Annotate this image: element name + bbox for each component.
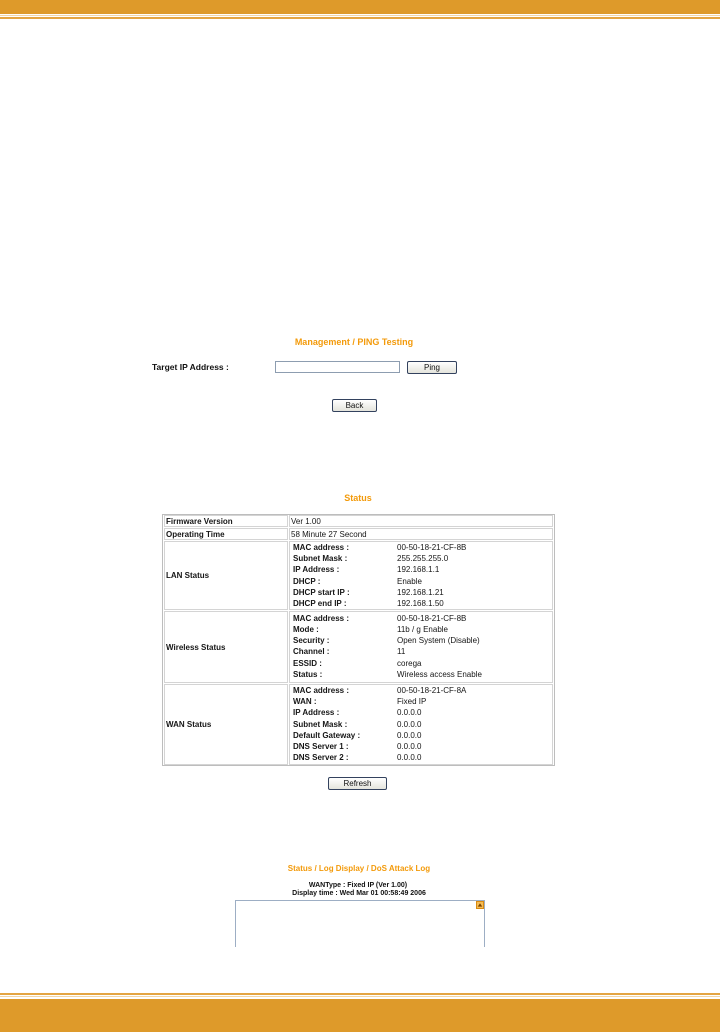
list-item xyxy=(290,635,552,646)
wireless-security-value: Open System (Disable) xyxy=(397,636,480,646)
list-item xyxy=(290,696,552,707)
wireless-status-details xyxy=(289,611,553,683)
wireless-mode-label: Mode : xyxy=(293,624,319,634)
wan-type-label: WAN : xyxy=(293,697,317,707)
lan-dhcp-start-label: DHCP start IP : xyxy=(293,587,350,597)
wireless-status-item-label: Status : xyxy=(293,669,323,679)
list-item xyxy=(290,752,552,763)
footer-band-line xyxy=(0,993,720,995)
lan-status-label: LAN Status xyxy=(164,541,288,610)
wireless-mode-value: 11b / g Enable xyxy=(397,624,449,634)
wireless-status-row xyxy=(163,611,554,683)
footer-band xyxy=(0,999,720,1032)
wan-status-label: WAN Status xyxy=(164,684,288,765)
list-item xyxy=(290,613,552,624)
status-page-title: Status xyxy=(344,493,372,503)
list-item xyxy=(290,707,552,718)
lan-mac-value: 00-50-18-21-CF-8B xyxy=(397,543,467,552)
wan-mac-label: MAC address : xyxy=(293,686,350,695)
triangle-up-icon xyxy=(477,902,483,908)
wan-mac-value: 00-50-18-21-CF-8A xyxy=(397,686,467,695)
list-item xyxy=(290,741,552,752)
scroll-up-arrow-icon[interactable] xyxy=(476,901,484,909)
wireless-essid-label: ESSID : xyxy=(293,658,322,668)
header-band-pale-line xyxy=(0,15,720,16)
list-item xyxy=(290,669,552,680)
operating-time-value: 58 Minute 27 Second xyxy=(289,528,553,540)
lan-dhcp-label: DHCP : xyxy=(293,576,321,586)
dos-attack-log-textarea[interactable] xyxy=(235,900,485,947)
list-item xyxy=(290,624,552,635)
wan-type-value: Fixed IP xyxy=(397,697,427,707)
wireless-status-item-value: Wireless access Enable xyxy=(397,669,482,679)
list-item xyxy=(290,542,552,553)
footer-band-pale-line xyxy=(0,996,720,997)
refresh-button[interactable]: Refresh xyxy=(328,777,387,790)
lan-dhcp-value: Enable xyxy=(397,576,422,586)
wireless-mac-label: MAC address : xyxy=(293,613,350,623)
wan-dns1-value: 0.0.0.0 xyxy=(397,741,422,751)
list-item xyxy=(290,719,552,730)
wan-status-row xyxy=(163,684,554,765)
wireless-channel-value: 11 xyxy=(397,647,406,657)
wan-status-details xyxy=(289,684,553,765)
wan-gateway-value: 0.0.0.0 xyxy=(397,730,422,740)
header-band xyxy=(0,0,720,14)
log-page-title: Status / Log Display / DoS Attack Log xyxy=(287,864,431,873)
list-item xyxy=(290,598,552,609)
back-button[interactable]: Back xyxy=(332,399,377,412)
wireless-security-label: Security : xyxy=(293,636,330,646)
list-item xyxy=(290,587,552,598)
header-band-line xyxy=(0,17,720,19)
wireless-status-label: Wireless Status xyxy=(164,611,288,683)
lan-subnet-value: 255.255.255.0 xyxy=(397,554,449,564)
firmware-label: Firmware Version xyxy=(164,515,288,527)
wan-subnet-label: Subnet Mask : xyxy=(293,719,348,729)
wan-gateway-label: Default Gateway : xyxy=(293,730,361,740)
lan-ip-value: 192.168.1.1 xyxy=(397,565,440,575)
lan-dhcp-end-label: DHCP end IP : xyxy=(293,598,347,608)
wan-dns2-value: 0.0.0.0 xyxy=(397,753,422,763)
wireless-essid-value: corega xyxy=(397,658,422,668)
lan-dhcp-end-value: 192.168.1.50 xyxy=(397,598,444,608)
target-ip-input[interactable] xyxy=(275,361,400,373)
lan-status-row xyxy=(163,541,554,610)
display-time-text: Display time : Wed Mar 01 00:58:49 2006 xyxy=(292,890,426,897)
list-item xyxy=(290,685,552,696)
list-item xyxy=(290,730,552,741)
status-table xyxy=(162,514,555,766)
wireless-mac-value: 00-50-18-21-CF-8B xyxy=(397,613,467,623)
lan-mac-label: MAC address : xyxy=(293,543,350,552)
operating-time-row xyxy=(163,528,554,540)
wireless-channel-label: Channel : xyxy=(293,647,330,657)
ping-page-title: Management / PING Testing xyxy=(294,337,414,347)
wan-subnet-value: 0.0.0.0 xyxy=(397,719,422,729)
list-item xyxy=(290,576,552,587)
lan-dhcp-start-value: 192.168.1.21 xyxy=(397,587,444,597)
list-item xyxy=(290,646,552,657)
list-item xyxy=(290,553,552,564)
lan-status-details xyxy=(289,541,553,610)
operating-time-label: Operating Time xyxy=(164,528,288,540)
wan-dns1-label: DNS Server 1 : xyxy=(293,741,349,751)
list-item xyxy=(290,658,552,669)
target-ip-label: Target IP Address : xyxy=(152,362,229,372)
list-item xyxy=(290,564,552,575)
lan-subnet-label: Subnet Mask : xyxy=(293,554,348,564)
ping-button[interactable]: Ping xyxy=(407,361,457,374)
firmware-row xyxy=(163,515,554,527)
firmware-value: Ver 1.00 xyxy=(289,515,553,527)
wan-ip-value: 0.0.0.0 xyxy=(397,708,422,718)
wan-dns2-label: DNS Server 2 : xyxy=(293,753,349,763)
lan-ip-label: IP Address : xyxy=(293,565,340,575)
wan-type-text: WANType : Fixed IP (Ver 1.00) xyxy=(308,882,408,889)
wan-ip-label: IP Address : xyxy=(293,708,340,718)
